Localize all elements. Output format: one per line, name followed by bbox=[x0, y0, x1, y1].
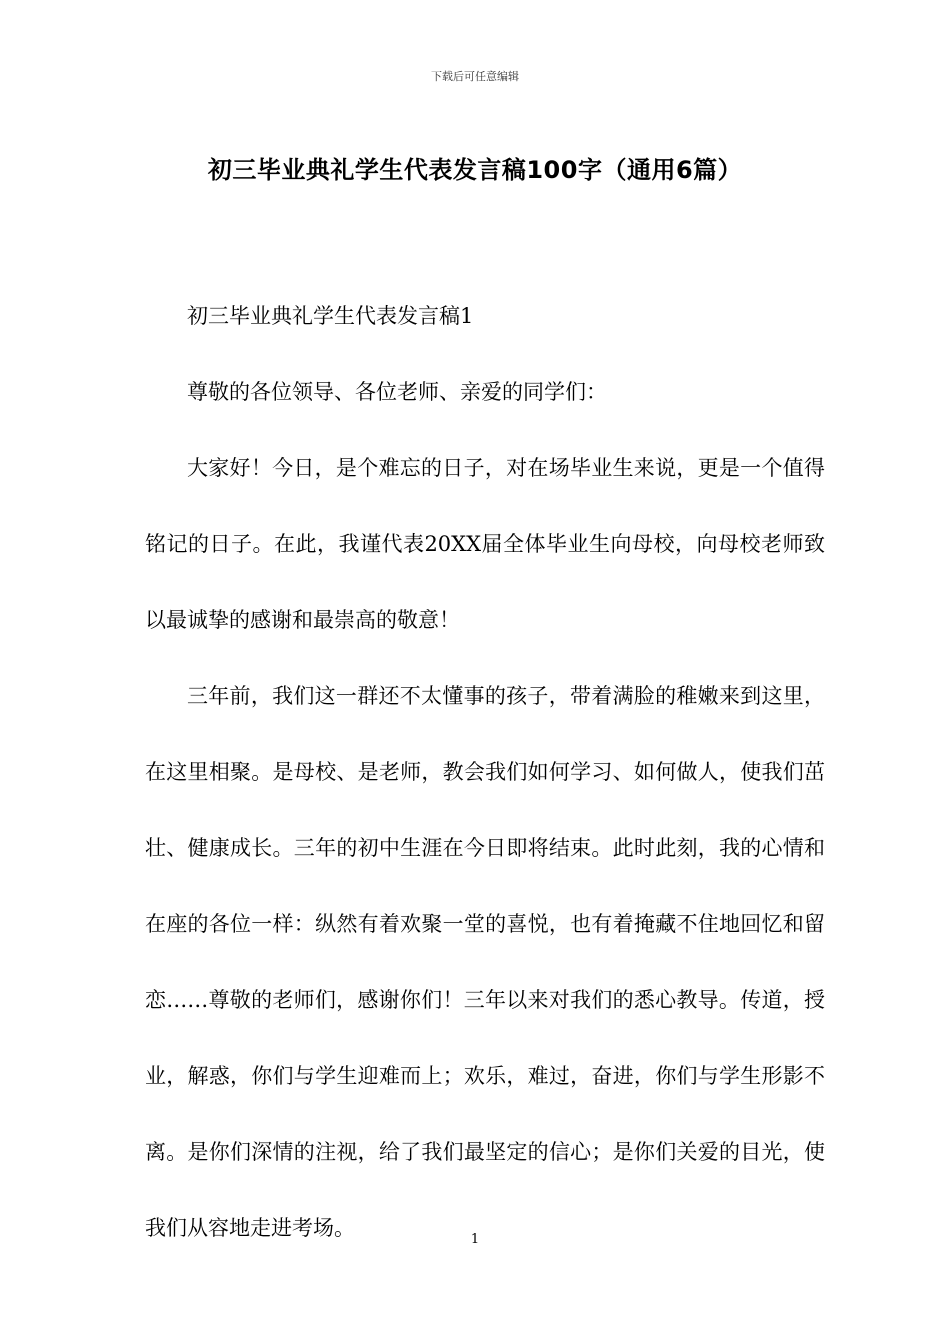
body-paragraph: 三年前，我们这一群还不太懂事的孩子，带着满脸的稚嫩来到这里，在这里相聚。是母校、是老师，教会我们如何学习、如何做人，使我们茁壮、健康成长。三年的初中生涯在今日即将结束。此时此刻，我的心情和在座的各位一样：纵然有着欢聚一堂的喜悦，也有着掩藏不住地回忆和留恋……尊敬的老师们，感谢你们！三年以来对我们的悉心教导。传道，授业，解惑，你们与学生迎难而上；欢乐，难过，奋进，你们与学生形影不离。是你们深情的注视，给了我们最坚定的信心；是你们关爱的目光，使我们从容地走进考场。 bbox=[145, 684, 825, 1240]
document-title: 初三毕业典礼学生代表发言稿100字（通用6篇） bbox=[207, 156, 743, 184]
section-heading: 初三毕业典礼学生代表发言稿1 bbox=[187, 304, 474, 328]
body-paragraph: 大家好！今日，是个难忘的日子，对在场毕业生来说，更是一个值得铭记的日子。在此，我谨代表20XX届全体毕业生向母校，向母校老师致以最诚挚的感谢和最崇高的敬意！ bbox=[145, 456, 825, 632]
page-number: 1 bbox=[470, 1232, 480, 1247]
header-note: 下载后可任意编辑 bbox=[431, 70, 519, 83]
salutation-paragraph: 尊敬的各位领导、各位老师、亲爱的同学们： bbox=[187, 380, 607, 404]
document-body bbox=[145, 278, 825, 1266]
